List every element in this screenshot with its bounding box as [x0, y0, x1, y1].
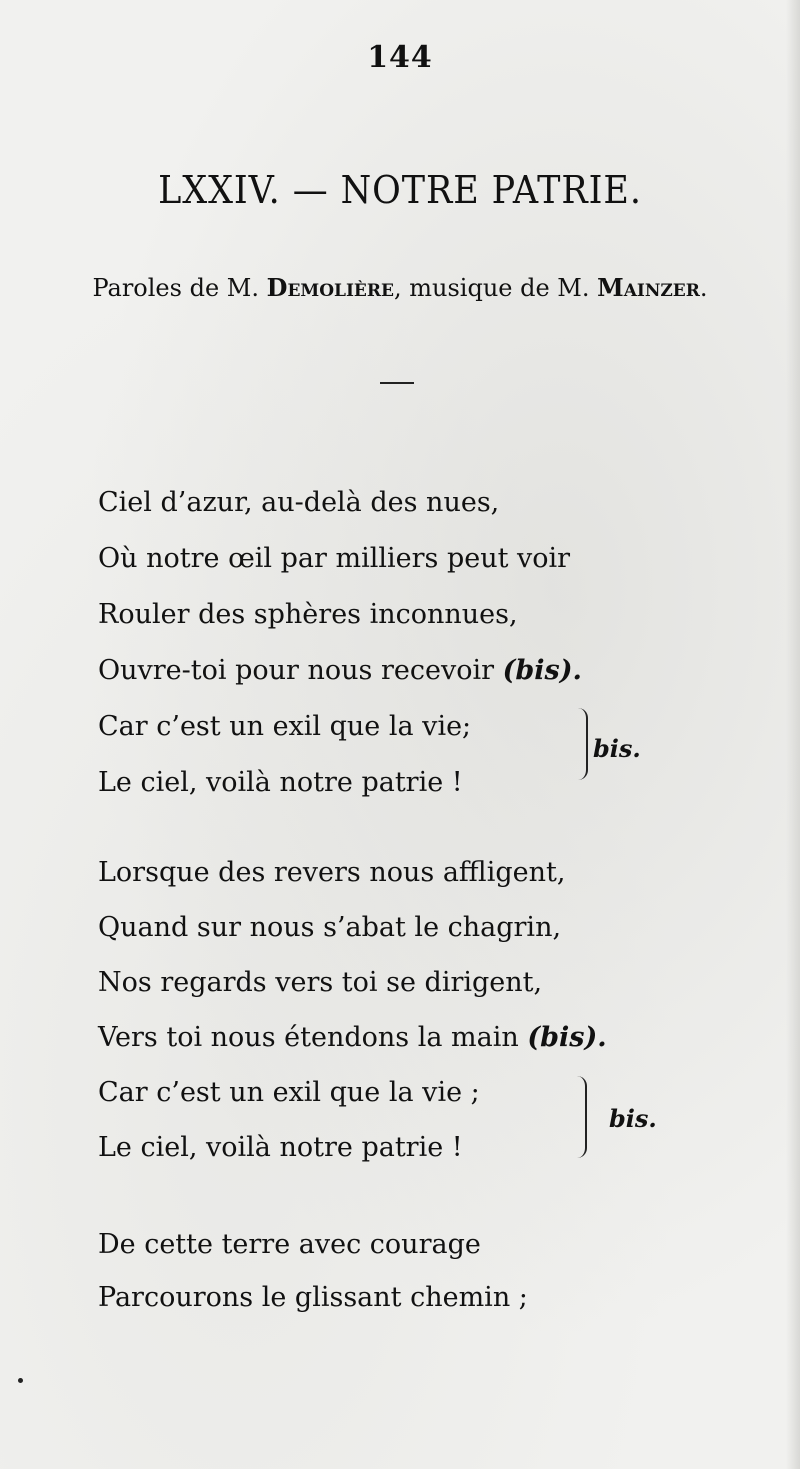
- verse-line: Le ciel, voilà notre patrie !: [98, 767, 463, 798]
- lyricist-name: Demolière: [266, 273, 394, 302]
- page-number: 144: [367, 40, 433, 75]
- verse-line: Rouler des sphères inconnues,: [98, 599, 518, 630]
- brace-bis-label: bis.: [593, 734, 641, 763]
- bis-marker: (bis).: [502, 655, 582, 686]
- composer-name: Mainzer: [597, 273, 700, 302]
- verse-line: Parcourons le glissant chemin ;: [98, 1282, 528, 1313]
- credits-line: [0, 273, 800, 302]
- verse-line-with-bis: [98, 1010, 718, 1065]
- brace-bis-label: bis.: [609, 1104, 657, 1133]
- verse-line-text: Vers toi nous étendons la main: [98, 1022, 519, 1053]
- credits-suffix: .: [699, 274, 708, 302]
- verse-line: Car c’est un exil que la vie ;: [98, 1077, 480, 1108]
- verse-line: Où notre œil par milliers peut voir: [98, 543, 571, 574]
- verse-line: Quand sur nous s’abat le chagrin,: [98, 912, 562, 943]
- repeat-brace: [573, 1076, 587, 1158]
- page-edge-shadow: [786, 0, 800, 1469]
- verse-line: Lorsque des revers nous affligent,: [98, 857, 566, 888]
- verse-line: Nos regards vers toi se dirigent,: [98, 967, 543, 998]
- section-divider: [380, 382, 414, 384]
- verse-line-text: Ouvre-toi pour nous recevoir: [98, 655, 495, 686]
- verse-line: Ciel d’azur, au-delà des nues,: [98, 487, 500, 518]
- verse-line: Le ciel, voilà notre patrie !: [98, 1132, 463, 1163]
- poem-title: LXXIV. — NOTRE PATRIE.: [158, 168, 642, 212]
- credits-middle: , musique de M.: [393, 274, 590, 302]
- ink-speck: [18, 1378, 23, 1383]
- repeat-brace: [574, 708, 588, 780]
- credits-prefix: Paroles de M.: [92, 274, 259, 302]
- verse-line: De cette terre avec courage: [98, 1229, 481, 1260]
- verse-line-with-bis: [98, 643, 718, 699]
- stanza-3: [98, 1218, 718, 1324]
- bis-marker: (bis).: [527, 1022, 607, 1053]
- verse-line: Car c’est un exil que la vie;: [98, 711, 472, 742]
